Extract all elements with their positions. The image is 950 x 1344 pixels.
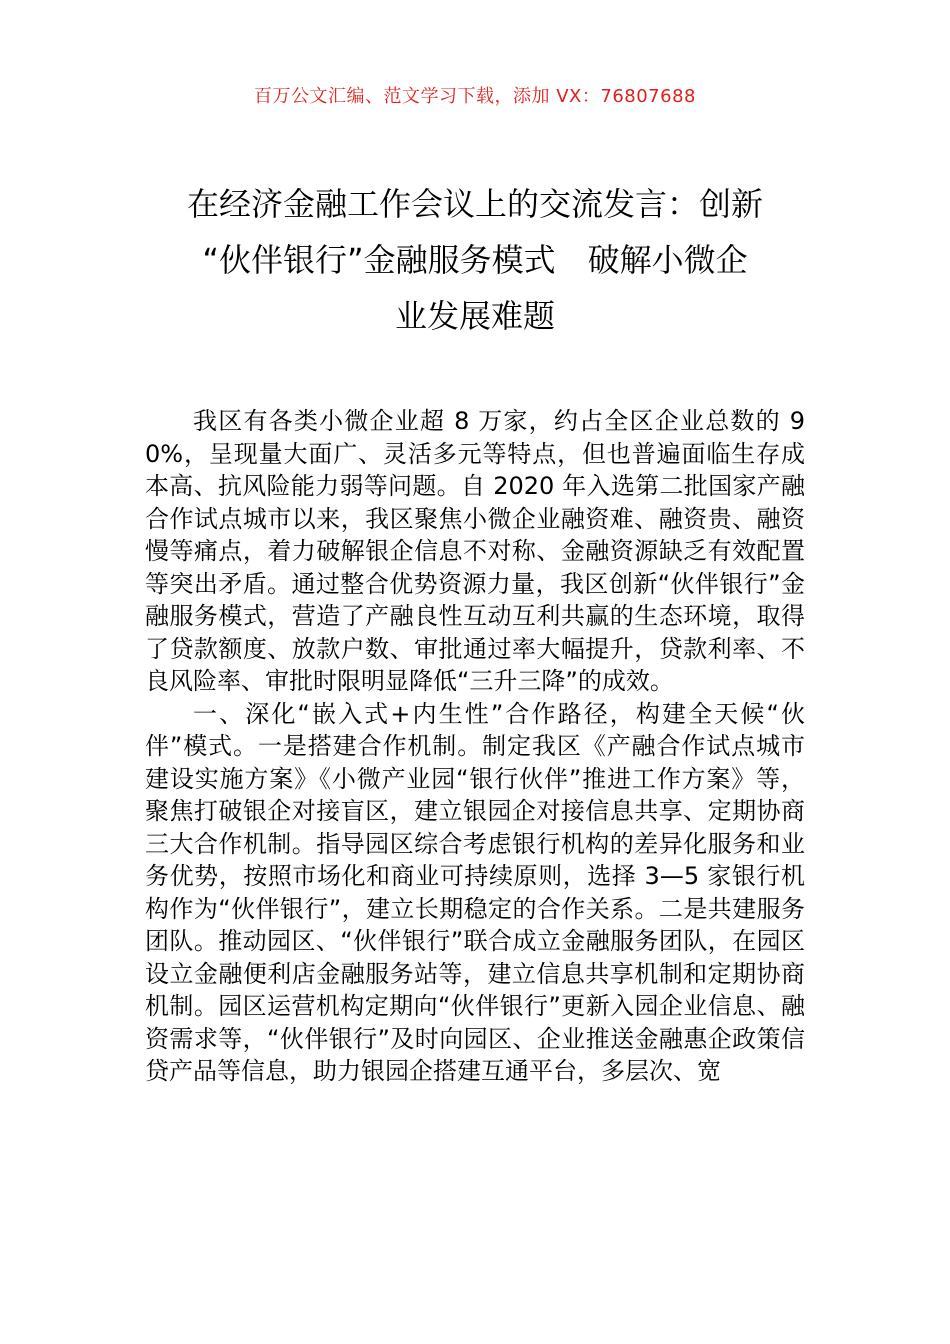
body-paragraph-2: 一、深化“嵌入式+内生性”合作路径，构建全天候“伙伴”模式。一是搭建合作机制。制定我区《产融合作试点城市建设实施方案》《小微产业园“银行伙伴”推进工作方案》等，聚焦打破银企对接盲区，建立银园企对接信息共享、定期协商三大合作机制。指导园区综合考虑银行机构的差异化服务和业务优势，按照市场化和商业可持续原则，选择 3—5 家银行机构作为“伙伴银行”，建立长期稳定的合作关系。二是共建服务团队。推动园区、“伙伴银行”联合成立金融服务团队，在园区设立金融便利店金融服务站等，建立信息共享机制和定期协商机制。园区运营机构定期向“伙伴银行”更新入园企业信息、融资需求等，“伙伴银行”及时向园区、企业推送金融惠企政策信贷产品等信息，助力银园企搭建互通平台，多层次、宽	[145, 699, 805, 1085]
title-line-1: 在经济金融工作会议上的交流发言：创新	[186, 185, 763, 223]
title-line-3: 业发展难题	[394, 297, 555, 335]
body-paragraph-1: 我区有各类小微企业超 8 万家，约占全区企业总数的 90%，呈现量大面广、灵活多元等特点，但也普遍面临生存成本高、抗风险能力弱等问题。自 2020 年入选第二批国家产融合作试点城市以来，我区聚焦小微企业融资难、融资贵、融资慢等痛点，着力破解银企信息不对称、金融资源缺乏有效配置等突出矛盾。通过整合优势资源力量，我区创新“伙伴银行”金融服务模式，营造了产融良性互动互利共赢的生态环境，取得了贷款额度、放款户数、审批通过率大幅提升，贷款利率、不良风险率、审批时限明显降低“三升三降”的成效。	[145, 407, 805, 695]
document-body	[145, 405, 805, 1088]
title-line-2: “伙伴银行”金融服务模式 破解小微企	[202, 241, 748, 279]
header-banner: 百万公文汇编、范文学习下载，添加 VX：76807688	[254, 86, 696, 107]
document-title	[130, 176, 820, 344]
